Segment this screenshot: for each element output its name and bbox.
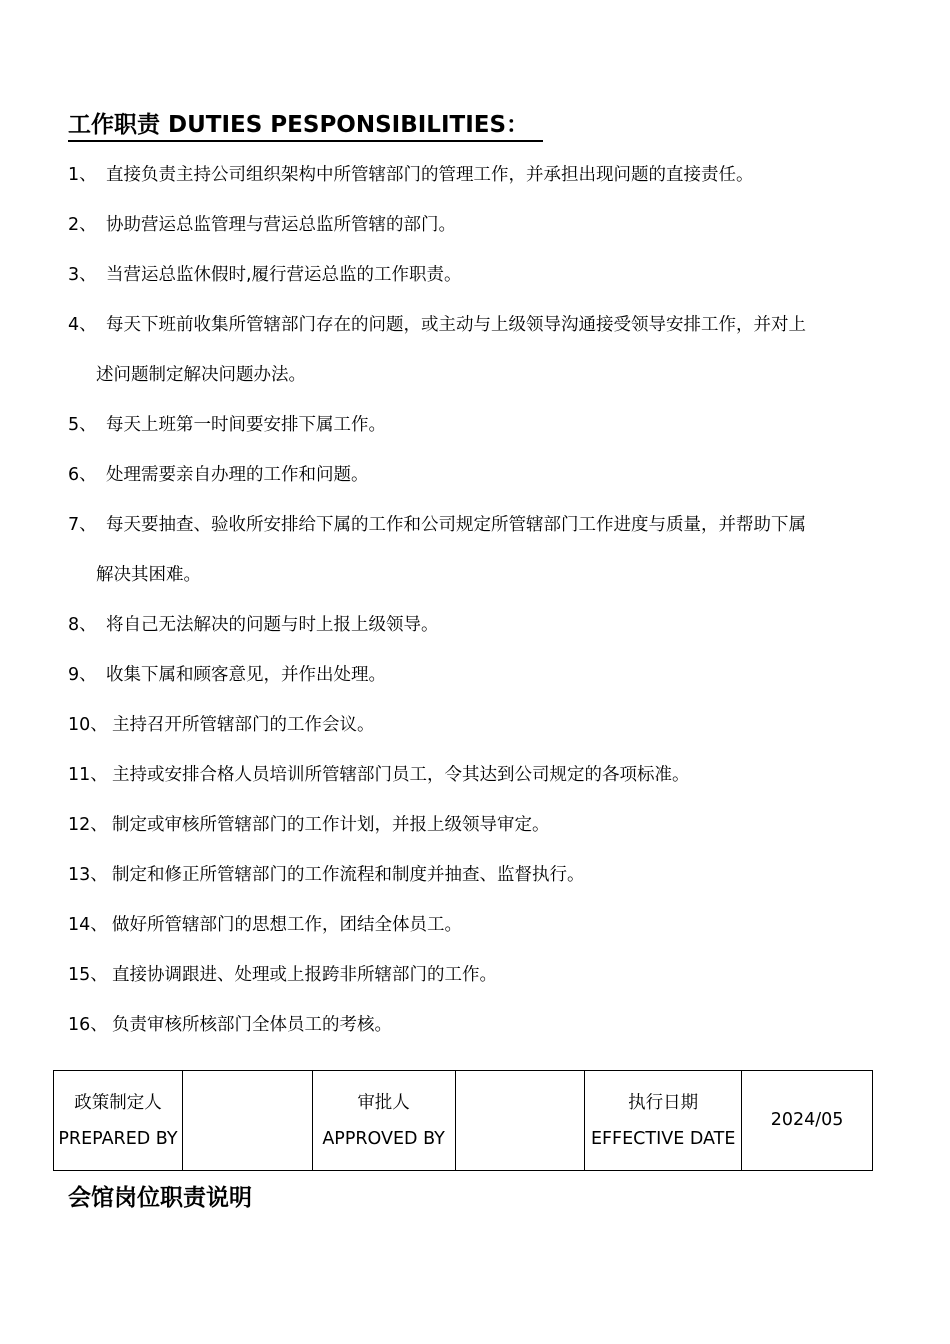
effective-date-cn: 执行日期: [628, 1092, 699, 1113]
section-title: 工作职责 DUTIES PESPONSIBILITIES：: [68, 110, 543, 142]
duty-item: [68, 400, 878, 450]
effective-date-label: [585, 1071, 742, 1171]
duty-number: 11、: [68, 765, 108, 785]
approved-by-value: [455, 1071, 585, 1171]
duty-item: [68, 650, 878, 700]
duty-text-block: [96, 300, 878, 400]
duties-list: [68, 150, 878, 1050]
duty-item: [68, 600, 878, 650]
duty-number: 3、: [68, 265, 97, 285]
duty-item: [68, 850, 878, 900]
prepared-by-en: PREPARED BY: [58, 1128, 178, 1149]
duty-number: 12、: [68, 815, 108, 835]
duty-item: [68, 750, 878, 800]
duty-item: [68, 200, 878, 250]
duty-item: [68, 900, 878, 950]
duty-text: 直接协调跟进、处理或上报跨非所辖部门的工作。: [112, 965, 497, 985]
document-title: 会馆岗位职责说明: [68, 1185, 252, 1211]
duty-text: 每天要抽查、验收所安排给下属的工作和公司规定所管辖部门工作进度与质量，并帮助下属: [106, 515, 806, 535]
duty-text: 协助营运总监管理与营运总监所管辖的部门。: [106, 215, 456, 235]
prepared-by-cn: 政策制定人: [74, 1092, 162, 1113]
duty-text: 处理需要亲自办理的工作和问题。: [106, 465, 369, 485]
duty-text-continuation: 解决其困难。: [96, 565, 201, 585]
signoff-table: [53, 1070, 873, 1171]
duty-text: 做好所管辖部门的思想工作，团结全体员工。: [112, 915, 462, 935]
duty-number: 13、: [68, 865, 108, 885]
duty-item: [68, 800, 878, 850]
duty-text: 收集下属和顾客意见，并作出处理。: [106, 665, 386, 685]
duty-item: [68, 150, 878, 200]
approved-by-cn: 审批人: [357, 1092, 410, 1113]
duty-number: 4、: [68, 315, 97, 335]
duty-item: [68, 950, 878, 1000]
duty-number: 6、: [68, 465, 97, 485]
approved-by-en: APPROVED BY: [322, 1128, 445, 1149]
approved-by-label: [312, 1071, 455, 1171]
duty-item: [68, 300, 878, 400]
duty-number: 5、: [68, 415, 97, 435]
duty-text-block: [96, 500, 878, 600]
duty-number: 15、: [68, 965, 108, 985]
duty-text: 每天下班前收集所管辖部门存在的问题，或主动与上级领导沟通接受领导安排工作，并对上: [106, 315, 806, 335]
prepared-by-label: [54, 1071, 183, 1171]
duty-text: 直接负责主持公司组织架构中所管辖部门的管理工作，并承担出现问题的直接责任。: [106, 165, 754, 185]
duty-text: 将自己无法解决的问题与时上报上级领导。: [106, 615, 439, 635]
duty-text: 制定或审核所管辖部门的工作计划，并报上级领导审定。: [112, 815, 550, 835]
duty-item: [68, 700, 878, 750]
duty-text: 每天上班第一时间要安排下属工作。: [106, 415, 386, 435]
duty-item: [68, 1000, 878, 1050]
duty-text-continuation: 述问题制定解决问题办法。: [96, 365, 306, 385]
prepared-by-value: [182, 1071, 312, 1171]
duty-text: 主持召开所管辖部门的工作会议。: [112, 715, 375, 735]
duty-number: 1、: [68, 165, 97, 185]
duty-number: 16、: [68, 1015, 108, 1035]
duty-item: [68, 500, 878, 600]
duty-item: [68, 450, 878, 500]
duty-text: 主持或安排合格人员培训所管辖部门员工，令其达到公司规定的各项标准。: [112, 765, 690, 785]
effective-date-en: EFFECTIVE DATE: [590, 1128, 736, 1149]
duty-text: 负责审核所核部门全体员工的考核。: [112, 1015, 392, 1035]
duty-number: 2、: [68, 215, 97, 235]
effective-date-value: 2024/05: [742, 1071, 873, 1171]
duty-item: [68, 250, 878, 300]
signoff-row: [54, 1071, 873, 1171]
duty-text: 制定和修正所管辖部门的工作流程和制度并抽查、监督执行。: [112, 865, 585, 885]
duty-number: 10、: [68, 715, 108, 735]
duty-number: 8、: [68, 615, 97, 635]
duty-number: 7、: [68, 515, 97, 535]
duty-number: 9、: [68, 665, 97, 685]
duty-text: 当营运总监休假时,履行营运总监的工作职责。: [106, 265, 462, 285]
duty-number: 14、: [68, 915, 108, 935]
